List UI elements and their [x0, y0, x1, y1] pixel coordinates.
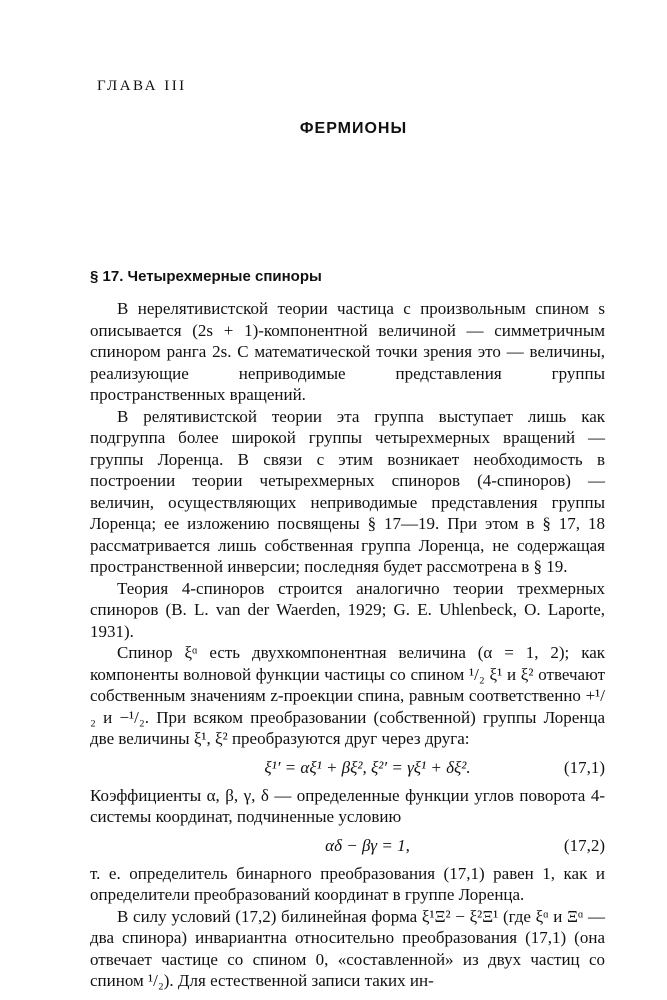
formula-number: (17,1): [563, 757, 605, 777]
paragraph-2: В релятивистской теории эта группа выступает лишь как подгруппа более широкой группы четырехмерных вращений — группы Лоренца. В связи с этим возникает необходимость в построении теории четырехмерных спиноров (4-спиноров) — величин, осуществляющих неприводимые представления группы Лоренца; ее изложению посвящены § 17—19. При этом в § 17, 18 рассматривается лишь собственная группа Лоренца, не содержащая пространственной инверсии; последняя будет рассмотрена в § 19.: [90, 406, 605, 576]
paragraph-1: В нерелятивистской теории частица с произвольным спином s описывается (2s + 1)-компонентной величиной — симметричным спинором ранга 2s. С математической точки зрения это — величины, реализующие неприводимые представления группы пространственных вращений.: [90, 299, 605, 404]
formula-17-2: [90, 828, 605, 863]
section-heading: § 17. Четырехмерные спиноры: [90, 268, 322, 285]
formula-17-1: [90, 750, 605, 785]
chapter-label: ГЛАВА III: [97, 78, 187, 94]
paragraph-3: Теория 4-спиноров строится аналогично теории трехмерных спиноров (B. L. van der Waerden, 1929; G. E. Uhlenbeck, O. Laporte, 1931).: [90, 578, 605, 641]
chapter-title: ФЕРМИОНЫ: [299, 120, 408, 137]
formula-expression: αδ − βγ = 1,: [325, 835, 410, 855]
paragraph-6: т. е. определитель бинарного преобразования (17,1) равен 1, как и определители преобразований координат в группе Лоренца.: [90, 863, 605, 904]
paragraph-5: Коэффициенты α, β, γ, δ — определенные функции углов поворота 4-системы координат, подчиненные условию: [90, 785, 605, 826]
formula-number: (17,2): [563, 835, 605, 855]
body-text: [90, 298, 605, 992]
paragraph-4: Спинор ξᵅ есть двухкомпонентная величина (α = 1, 2); как компоненты волновой функции частицы со спином ¹/₂ ξ¹ и ξ² отвечают собственным значениям z-проекции спина, равным соответственно +¹/₂ и −¹/₂. При всяком преобразовании (собственной) группы Лоренца две величины ξ¹, ξ² преобразуются друг через друга:: [90, 643, 605, 748]
formula-expression: ξ¹′ = αξ¹ + βξ², ξ²′ = γξ¹ + δξ².: [264, 757, 471, 777]
paragraph-7: В силу условий (17,2) билинейная форма ξ¹Ξ² − ξ²Ξ¹ (где ξᵅ и Ξᵅ — два спинора) инвариантна относительно преобразования (17,1) (она отвечает частице со спином 0, «составленной» из двух частиц со спином ¹/₂). Для естественной записи таких ин-: [90, 906, 605, 990]
